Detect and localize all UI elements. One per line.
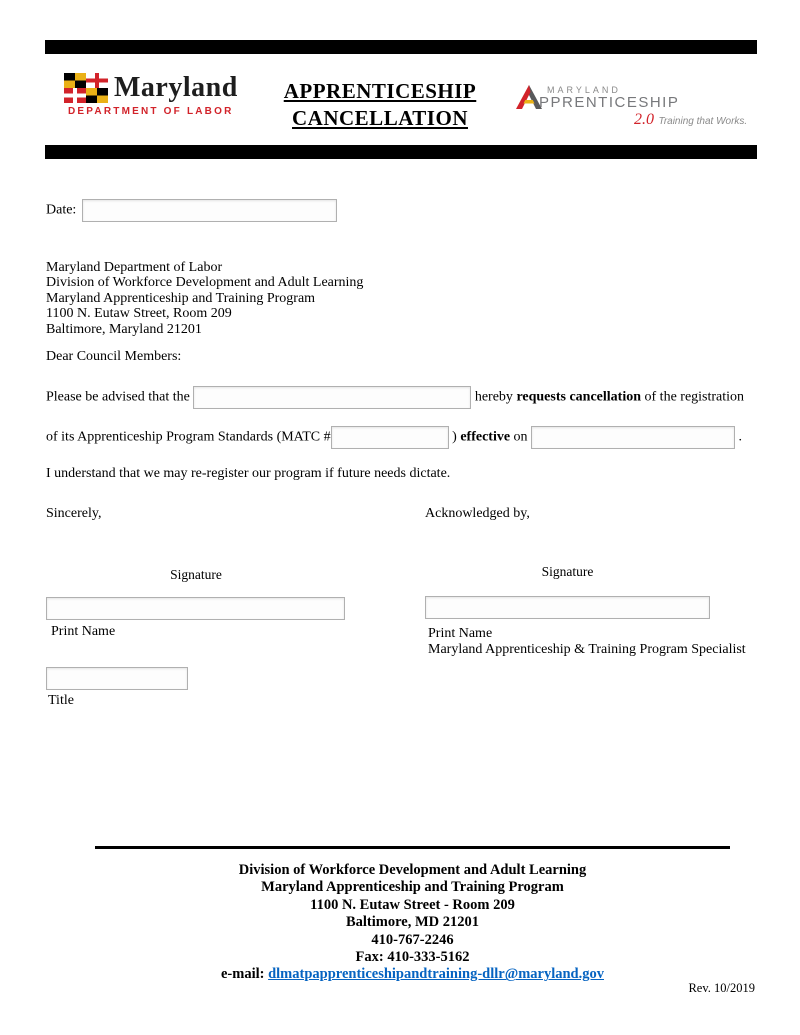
date-row [46,199,337,222]
print-name-label-left: Print Name [51,624,116,639]
ma-logo-maryland: MARYLAND [547,85,621,95]
address-line: Division of Workforce Development and Adult Learning [46,275,364,291]
email-link[interactable]: dlmatpapprenticeshipandtraining-dllr@maryland.gov [268,966,604,983]
address-line: Maryland Apprenticeship and Training Program [46,290,316,306]
body-line2-period: . [738,429,743,445]
second-divider-bar [45,145,757,159]
signer-print-name-input[interactable] [46,597,345,620]
ma-logo-wordmark: PPRENTICESHIP [539,94,680,111]
organization-name-input[interactable] [193,386,471,409]
top-divider-bar [45,40,757,54]
revision-note: Rev. 10/2019 [688,981,755,995]
footer-line: Division of Workforce Development and Adult Learning [238,862,587,878]
dol-logo-department: DEPARTMENT OF LABOR [68,106,234,117]
body-line-1 [46,386,758,409]
footer-block [95,862,730,984]
address-line: 1100 N. Eutaw Street, Room 209 [46,306,232,322]
ma-logo-tagline: Training that Works. [658,116,748,127]
body-line2-bold: effective [460,429,511,445]
footer-email-line [95,966,730,983]
body-line-2 [46,426,758,449]
matc-number-input[interactable] [331,426,449,449]
body-line1-post: of the registration [644,389,745,405]
maryland-apprenticeship-logo [516,84,746,129]
specialist-print-name-input[interactable] [425,596,710,619]
body-line2-on: on [513,429,528,445]
body-line1-pre: Please be advised that the [46,389,190,405]
date-label: Date: [46,202,77,218]
address-line: Baltimore, Maryland 21201 [46,321,202,337]
footer-line: Fax: 410-333-5162 [355,949,470,966]
recipient-address [46,260,363,337]
maryland-dol-logo [64,72,244,117]
footer-line: 410-767-2246 [371,931,454,948]
ma-logo-version: 2.0 [634,111,654,128]
signature-label-left: Signature [170,567,222,582]
body-line1-bold: requests cancellation [516,389,642,405]
body-line-3: I understand that we may re-register our program if future needs dictate. [46,466,451,481]
footer-line: Baltimore, MD 21201 [345,914,480,931]
signature-label-right: Signature [541,564,594,579]
footer-line: Maryland Apprenticeship and Training Program [261,879,564,896]
page-title [240,78,520,132]
print-name-label-right: Print Name [428,626,493,641]
dol-logo-name: Maryland [114,72,238,103]
date-input[interactable] [82,199,337,222]
maryland-flag-icon [64,73,108,103]
sincerely-label: Sincerely, [46,506,102,521]
specialist-title: Maryland Apprenticeship & Training Program Specialist [428,642,746,657]
effective-date-input[interactable] [531,426,735,449]
footer-line: 1100 N. Eutaw Street - Room 209 [310,896,515,913]
email-label: e-mail: [220,966,265,983]
footer-divider [95,846,730,849]
page-title-line1: APPRENTICESHIP [283,79,477,103]
title-label: Title [48,693,74,708]
page-title-line2: CANCELLATION [292,106,468,130]
body-line2-paren: ) [452,429,457,445]
salutation: Dear Council Members: [46,349,182,364]
body-line1-mid: hereby [474,389,513,405]
acknowledged-by-label: Acknowledged by, [425,506,530,521]
body-line2-pre: of its Apprenticeship Program Standards (MATC # [46,429,331,445]
signer-title-input[interactable] [46,667,188,690]
address-line: Maryland Department of Labor [46,260,223,275]
